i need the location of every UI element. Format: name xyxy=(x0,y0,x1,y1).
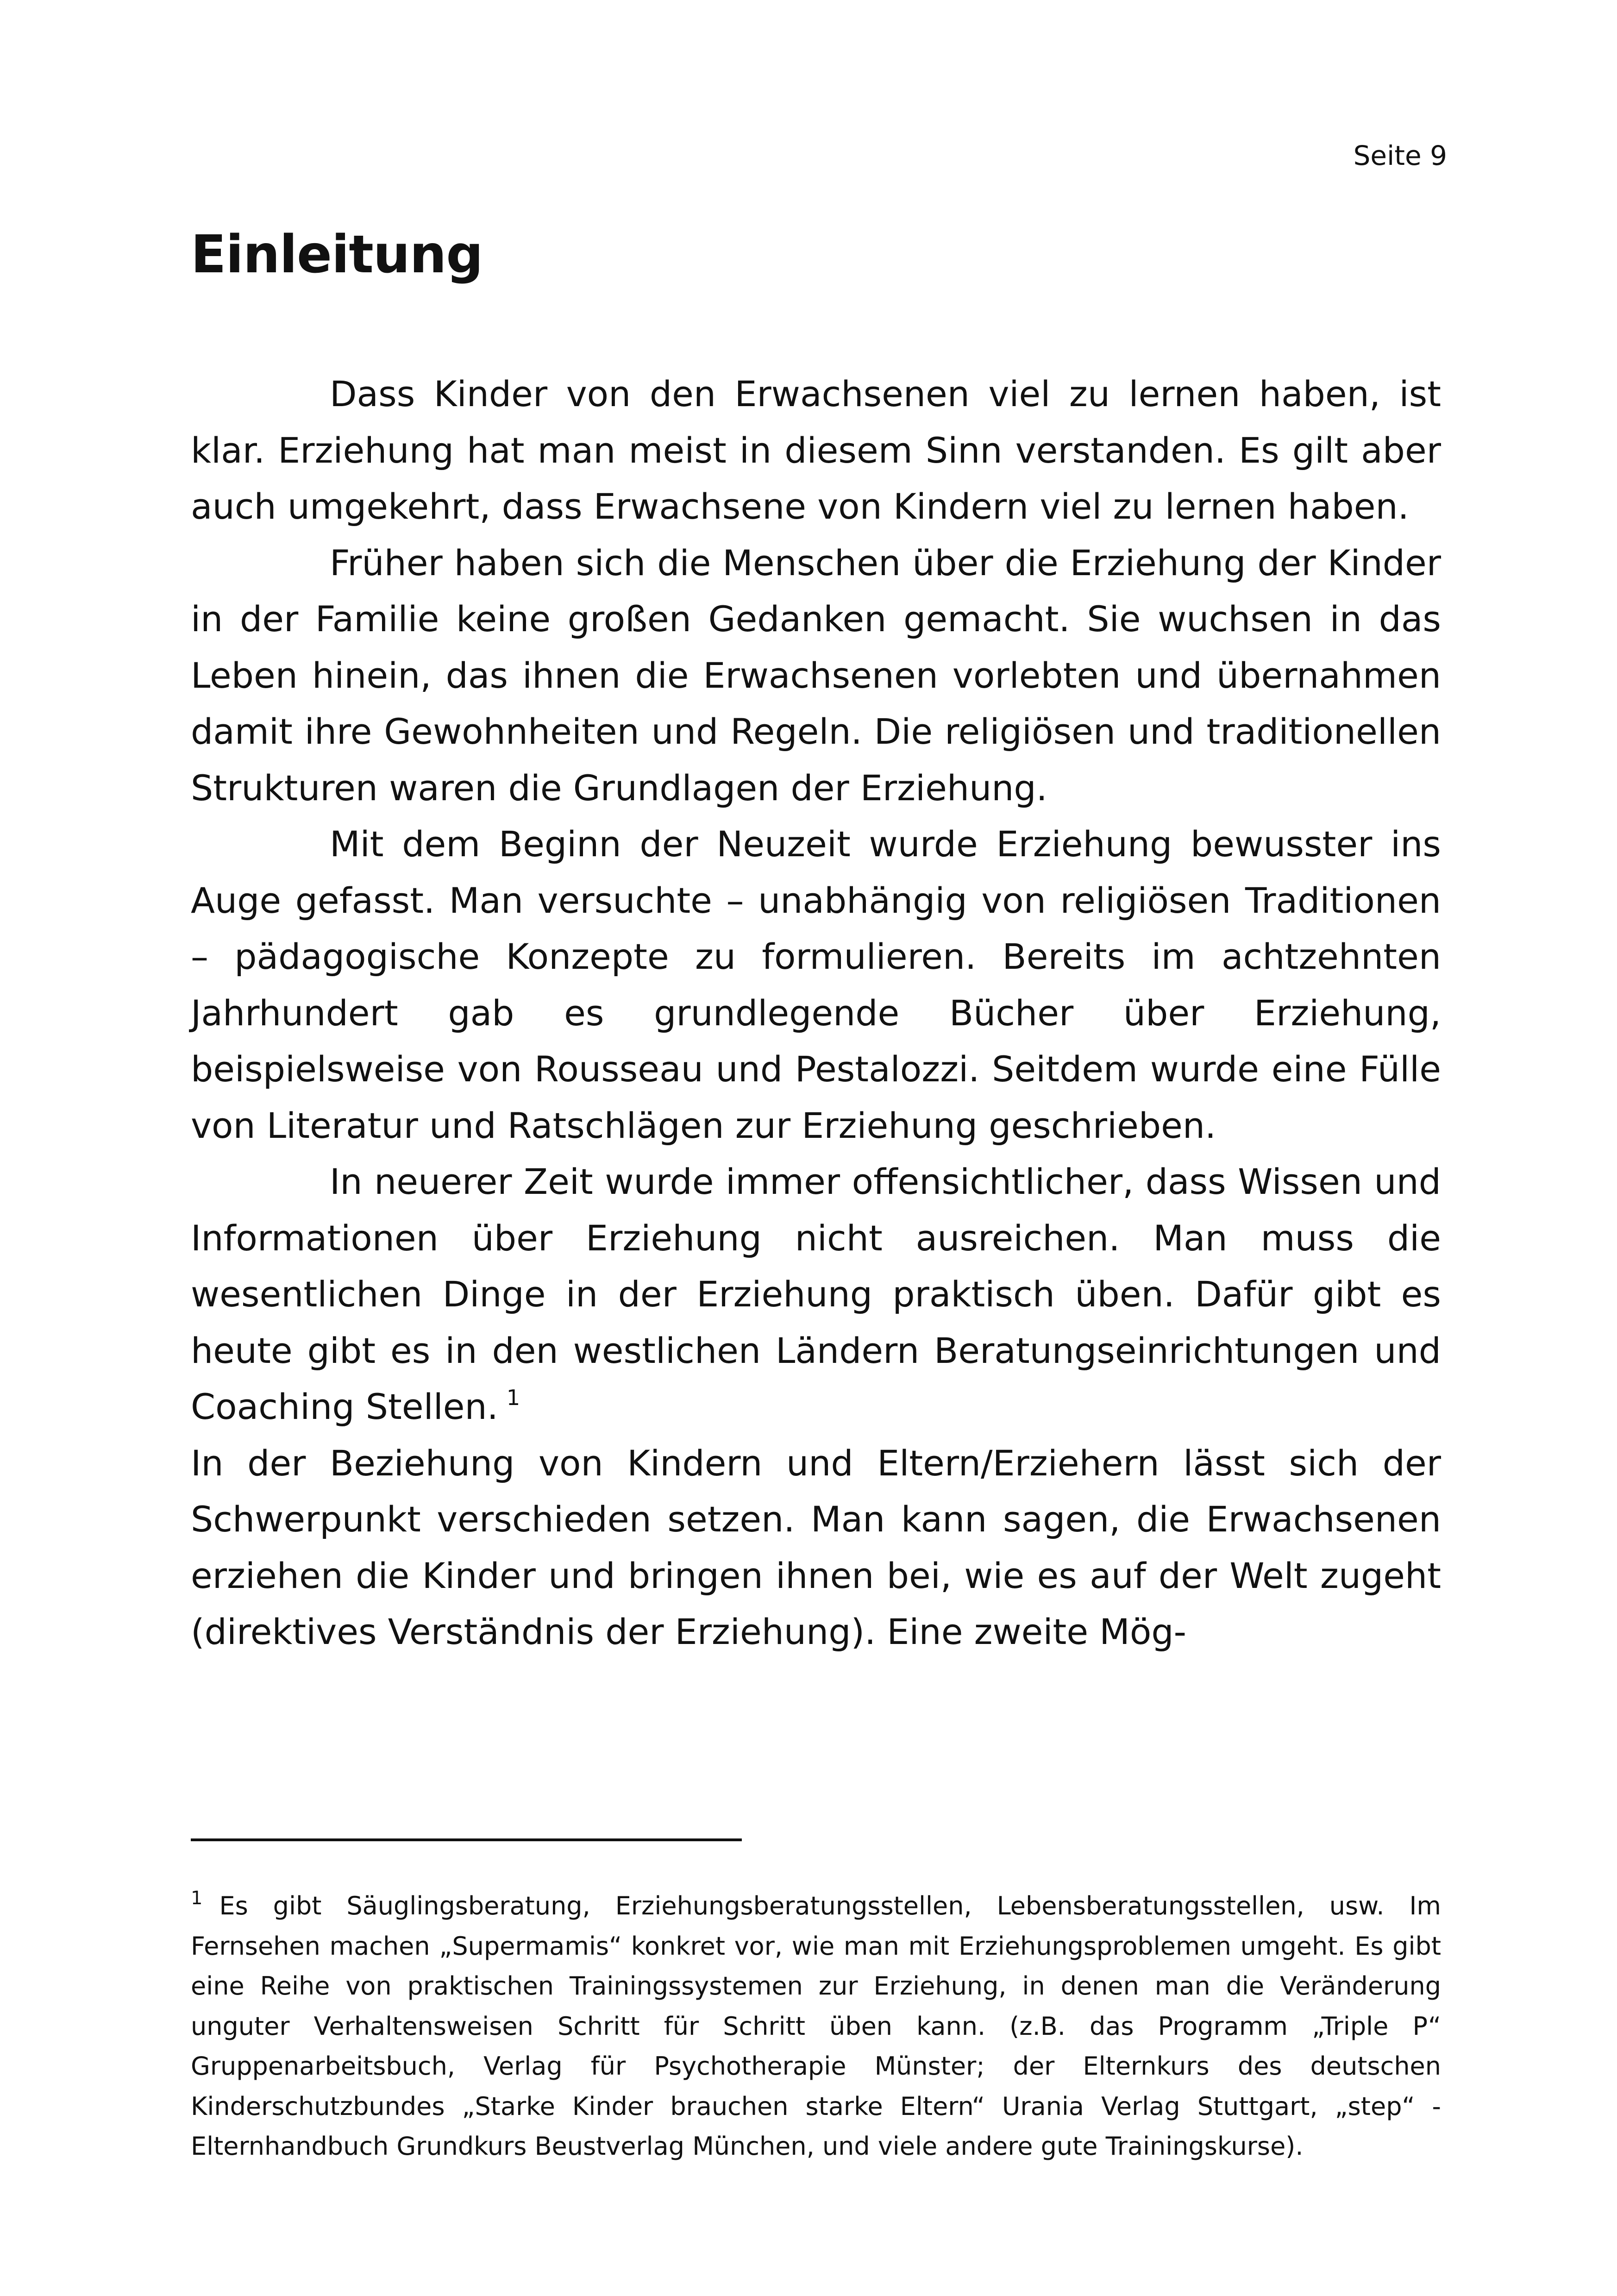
paragraph: Dass Kinder von den Erwachsenen viel zu lernen haben, ist klar. Erziehung hat man meist in diesem Sinn verstanden. Es gilt aber auch umgekehrt, dass Erwachsene von Kindern viel zu lernen haben. xyxy=(191,373,1441,527)
body-text xyxy=(191,366,1441,1660)
footnote-text: Es gibt Säuglingsberatung, Erziehungsberatungsstellen, Lebensberatungsstellen, usw. Im Fernsehen machen „Supermamis“ konkret vor, wie man mit Erziehungsproblemen umgeht. Es gibt eine Reihe von praktischen Trainingssystemen zur Erziehung, in denen man die Veränderung unguter Verhaltensweisen Schritt für Schritt üben kann. (z.B. das Programm „Triple P“ Gruppenarbeitsbuch, Verlag für Psychotherapie Münster; der Elternkurs des deutschen Kinderschutzbundes „Starke Kinder brauchen starke Eltern“ Urania Verlag Stuttgart, „step“ - Elternhandbuch Grundkurs Beustverlag München, und viele andere gute Trainingskurse). xyxy=(191,1891,1441,2161)
chapter-heading: Einleitung xyxy=(191,225,483,285)
paragraph-text: In neuerer Zeit wurde immer offensichtlicher, dass Wissen und Informationen über Erziehung nicht ausreichen. Man muss die wesentlichen Dinge in der Erziehung praktisch üben. Dafür gibt es heute gibt es in den westlichen Ländern Beratungseinrichtungen und Coaching Stellen. xyxy=(191,1161,1441,1427)
page-number: Seite 9 xyxy=(1353,140,1447,171)
paragraph-with-footnote-ref xyxy=(191,1154,1441,1435)
footnote-mark: 1 xyxy=(191,1888,203,1909)
paragraph: Früher haben sich die Menschen über die Erziehung der Kinder in der Familie keine großen Gedanken gemacht. Sie wuchsen in das Leben hinein, das ihnen die Erwachsenen vorlebten und übernahmen damit ihre Gewohnheiten und Regeln. Die religiösen und traditionellen Strukturen waren die Grundlagen der Erziehung. xyxy=(191,542,1441,809)
footnote xyxy=(191,1886,1441,2167)
paragraph: In der Beziehung von Kindern und Eltern/Erziehern lässt sich der Schwerpunkt verschieden setzen. Man kann sagen, die Erwachsenen erziehen die Kinder und bringen ihnen bei, wie es auf der Welt zugeht (direktives Verständnis der Erziehung). Eine zweite Mög- xyxy=(191,1442,1441,1652)
footnote-reference[interactable]: 1 xyxy=(506,1385,520,1410)
paragraph: Mit dem Beginn der Neuzeit wurde Erziehung bewusster ins Auge gefasst. Man versuchte – unabhängig von religiösen Traditionen – pädagogische Konzepte zu formulieren. Bereits im achtzehnten Jahrhundert gab es grundlegende Bücher über Erziehung, beispielsweise von Rousseau und Pestalozzi. Seitdem wurde eine Fülle von Literatur und Ratschlägen zur Erziehung geschrieben. xyxy=(191,823,1441,1146)
footnote-separator xyxy=(191,1838,742,1841)
